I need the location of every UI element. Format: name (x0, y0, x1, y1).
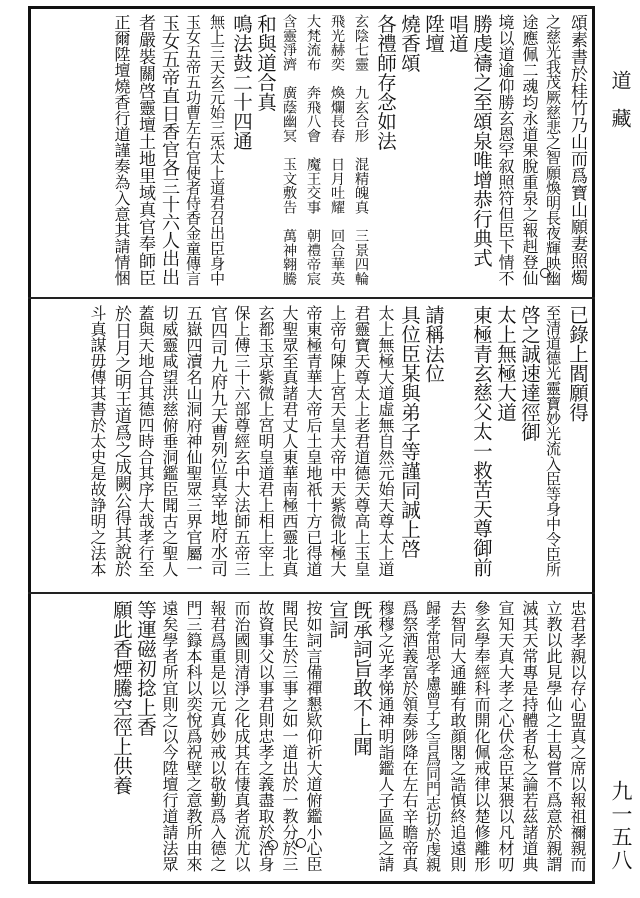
margin-title-dao: 道 (608, 70, 632, 100)
text-column: 境以道逾仰勝玄恩罕叙照符但臣下情不 (496, 14, 515, 286)
text-column: 切威靈咸望洪慈俯垂洞鑑臣聞古之聖人 (160, 305, 179, 577)
text-column: 飛光赫奕 煥爛長春 日月吐耀 回合華英 (329, 14, 345, 286)
text-column: 至清道德光靈寶妙光流入臣等身中令臣所 (544, 305, 562, 577)
text-column: 滅其天常專是持體者私之論若茲諸道典 (520, 600, 539, 872)
text-column: 君靈寶天尊太上老君道德天尊高上玉皇 (352, 305, 371, 577)
text-column: 正爾陞壇燒香行道謹奏為入意其請情悃 (112, 14, 131, 286)
text-column: 參玄學奉經科而開化佩戒律以楚修離形 (472, 600, 491, 872)
page-number: 九一五八 (609, 780, 633, 872)
text-column: 具位臣某與弟子等謹同誠上啓 (398, 305, 421, 559)
text-column: 太上無極大道 (494, 305, 517, 422)
text-panel-bottom (32, 600, 592, 880)
text-column: 各禮師存念如法 (374, 14, 397, 151)
text-column: 歸孝常思孝慮曾子之言爲同門志切於虔親 (424, 600, 442, 872)
text-column: 爲祭酒義富於領奏陟降在左右辛瞻帝真 (400, 600, 419, 872)
text-column: 已錄上閻願得 (566, 305, 589, 422)
text-column: 故資事父以事君則忠孝之義盡取於治身 (256, 600, 275, 872)
text-column: 東極青玄慈父太一救苦天尊御前 (470, 305, 493, 577)
margin-title-zang: 藏 (608, 108, 632, 138)
text-column: 頌素書於桂竹乃山而爲寶山願妻照燭 (567, 14, 587, 286)
text-column: 太上無極大道虛無自然元始天尊太上道 (376, 305, 395, 577)
text-column: 玉女五帝直日香官各三十六人出出 (159, 14, 180, 286)
text-column: 按如詞言備禪懇欵仰祈大道俯鑑小心臣 (304, 600, 323, 872)
text-column: 宣詞 (326, 600, 349, 639)
text-column: 官四司九府九天曹列位真宰地府水司 (207, 305, 227, 577)
punctuation-circle (268, 840, 278, 850)
text-column: 門三籙本科以奕悅爲祝壁之意教所由來 (184, 600, 203, 872)
text-panel-top (32, 14, 592, 294)
text-column: 保上傅三十六部尊經玄中大法師五帝三 (232, 305, 251, 577)
panel-divider (28, 592, 595, 594)
text-column: 而治國則清淨之化成其在悽真者流尤以 (232, 600, 251, 872)
text-column: 之慈光我茂厥慈悲之智願煥明長夜輝映幽 (544, 14, 562, 286)
text-column: 啓之誠速達徑御 (518, 305, 541, 442)
text-column: 勝虔禱之至頌泉唯增恭行典式 (470, 14, 493, 268)
text-column: 請稱法位 (422, 305, 445, 383)
text-column: 和與道合真 (254, 14, 277, 112)
text-column: 者嚴裝關啓靈壇土地里域真官奉師臣 (135, 14, 155, 286)
text-column: 等運磁初捻上香 (134, 600, 157, 737)
text-column: 宣知天真大孝之心伏念臣某猥以凡材叨 (496, 600, 515, 872)
text-column: 忠君孝親以存心盟真之席以報祖禰親而 (568, 600, 587, 872)
text-panel-middle (32, 305, 592, 587)
panel-divider (28, 297, 595, 299)
text-column: 願此香煙騰空徑上供養 (110, 600, 133, 795)
text-column: 五嶽四瀆名山洞府神仙聖眾三界官屬一 (184, 305, 203, 577)
punctuation-circle (296, 838, 306, 848)
text-column: 穆穆之光孝悌通神明詣鑑人子區區之請 (376, 600, 395, 872)
text-column: 玉女五帝五功曹左右官使者侍香金童傳言 (184, 14, 202, 286)
text-column: 上帝句陳上宮天皇大帝中天紫微北極大 (328, 305, 347, 577)
text-column: 途應佩二魂均永道果脫重泉之報赳登仙 (520, 14, 539, 286)
text-column: 無上三天玄元始三炁太上道君召出臣身中 (208, 14, 226, 286)
text-column: 唱道 (446, 14, 469, 53)
text-column: 立教以此見學仙之士曷嘗不爲意於親謂 (544, 600, 563, 872)
text-column: 於日月之明王道爲之成闕公得其說於 (111, 305, 131, 577)
text-column: 大梵流布 奔飛八會 魔王交事 朝禮帝宸 (305, 14, 321, 286)
text-column: 大聖眾至真諸君丈人東華南極西靈北真 (280, 305, 299, 577)
text-column: 玄陰七靈 九玄合形 混精魄真 三景四輪 (353, 14, 369, 286)
text-column: 斗真謀毋傳其書於太史是故諍明之法本 (88, 305, 107, 577)
text-column: 玄都玉京紫微上宮明皇道君上相上宰上 (256, 305, 275, 577)
text-column: 蓋與天地合其德四時合其序大哉孝行至 (136, 305, 155, 577)
text-column: 燒香頌 (398, 14, 421, 73)
text-column: 去智同大通雖有敢顔閣之誥慎終追遠則 (448, 600, 467, 872)
text-column: 帝東極青華大帝后土皇地祇十方已得道 (304, 305, 323, 577)
punctuation-circle (540, 268, 550, 278)
text-column: 旣承詞旨敢不上聞 (350, 600, 373, 756)
text-column: 陞壇 (422, 14, 445, 53)
text-column: 報君爲重是以元真妙戒以敬勤爲入德之 (208, 600, 227, 872)
text-column: 遠矣學者所宜則之以今陞壇行道請法眾 (160, 600, 179, 872)
text-column: 含靈淨濟 廣蔭幽冥 玉文敷告 萬神翱騰 (281, 14, 297, 286)
text-column: 鳴法鼓二十四通 (230, 14, 253, 151)
text-column: 聞民生於三事之如一道出於一教分於三 (280, 600, 299, 872)
